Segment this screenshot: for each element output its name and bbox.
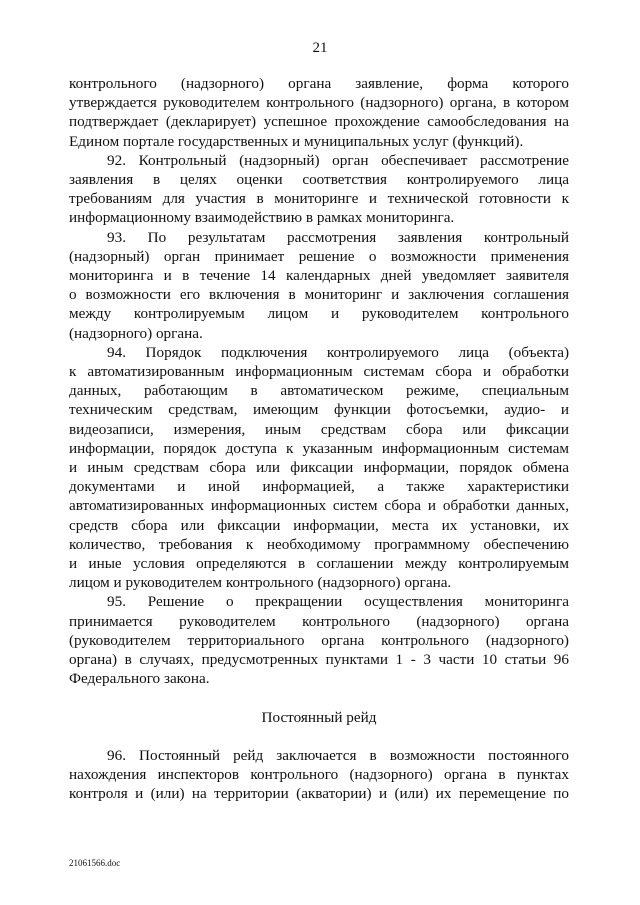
text-line: 92. Контрольный (надзорный) орган обеспечивает рассмотрение xyxy=(107,151,569,169)
text-line: 94. Порядок подключения контролируемого лица (объекта) xyxy=(107,343,569,361)
text-line: (надзорного) органа. xyxy=(69,324,203,342)
text-line: 95. Решение о прекращении осуществления мониторинга xyxy=(107,593,569,611)
text-line: и иным средствам сбора или фиксации информации, порядок обмена xyxy=(69,459,569,477)
text-line: утверждается руководителем контрольного (надзорного) органа, в котором xyxy=(69,94,569,112)
paragraph xyxy=(69,592,569,688)
paragraph xyxy=(69,74,569,151)
text-line: 93. По результатам рассмотрения заявления контрольный xyxy=(107,228,569,246)
text-line: автоматизированных информационных систем сбора и обработки данных, xyxy=(69,497,569,515)
page-number: 21 xyxy=(312,40,328,56)
text-line: нахождения инспекторов контрольного (надзорного) органа в пунктах xyxy=(69,765,569,783)
text-line: органа) в случаях, предусмотренных пунктами 1 - 3 части 10 статьи 96 xyxy=(69,651,569,669)
text-line: требованиям для участия в мониторинге и технической готовности к xyxy=(69,190,569,208)
text-line: информации, порядок доступа к указанным информационным системам xyxy=(69,439,569,457)
text-line: контрольного (надзорного) органа заявление, форма которого xyxy=(69,75,569,92)
text-line: лицом и руководителем контрольного (надзорного) органа. xyxy=(69,574,452,592)
text-line: принимается руководителем контрольного (надзорного) органа xyxy=(69,612,569,630)
text-line: между контролируемым лицом и руководителем контрольного xyxy=(69,305,569,323)
paragraphs-before-heading xyxy=(69,74,569,689)
section-heading: Постоянный рейд xyxy=(261,708,377,726)
text-line: количество, требования к необходимому программному обеспечению xyxy=(69,535,569,553)
paragraphs-after-heading xyxy=(69,746,569,804)
paragraph xyxy=(69,746,569,804)
text-line: документами и иной информацией, а также характеристики xyxy=(69,478,569,496)
text-line: мониторинга и в течение 14 календарных дней уведомляет заявителя xyxy=(69,267,569,285)
document-body xyxy=(69,74,569,803)
text-line: 96. Постоянный рейд заключается в возможности постоянного xyxy=(107,746,569,764)
paragraph xyxy=(69,151,569,228)
text-line: (надзорный) орган принимает решение о возможности применения xyxy=(69,247,569,265)
text-line: Едином портале государственных и муниципальных услуг (функций). xyxy=(69,132,524,150)
text-line: (руководителем территориального органа контрольного (надзорного) xyxy=(69,631,569,649)
text-line: техническим средствам, имеющим функции фотосъемки, аудио- и xyxy=(69,401,569,419)
text-line: подтверждает (декларирует) успешное прохождение самообследования на xyxy=(69,113,569,131)
text-line: данных, работающим в автоматическом режиме, специальным xyxy=(69,382,569,400)
paragraph xyxy=(69,228,569,343)
text-line: Федерального закона. xyxy=(69,670,210,688)
text-line: информационному взаимодействию в рамках мониторинга. xyxy=(69,209,455,227)
text-line: видеозаписи, измерения, иным средствам сбора или фиксации xyxy=(69,420,569,438)
paragraph xyxy=(69,343,569,593)
footer-document-code: 21061566.doc xyxy=(69,858,121,868)
text-line: средств сбора или фиксации информации, места их установки, их xyxy=(69,516,569,534)
text-line: о возможности его включения в мониторинг и заключения соглашения xyxy=(69,286,569,304)
text-line: к автоматизированным информационным системам сбора и обработки xyxy=(69,363,569,381)
text-line: и иные условия определяются в соглашении между контролируемым xyxy=(69,555,569,573)
text-line: контроля и (или) на территории (акватории) и (или) их перемещение по xyxy=(69,785,569,803)
text-line: заявления в целях оценки соответствия контролируемого лица xyxy=(69,171,569,189)
